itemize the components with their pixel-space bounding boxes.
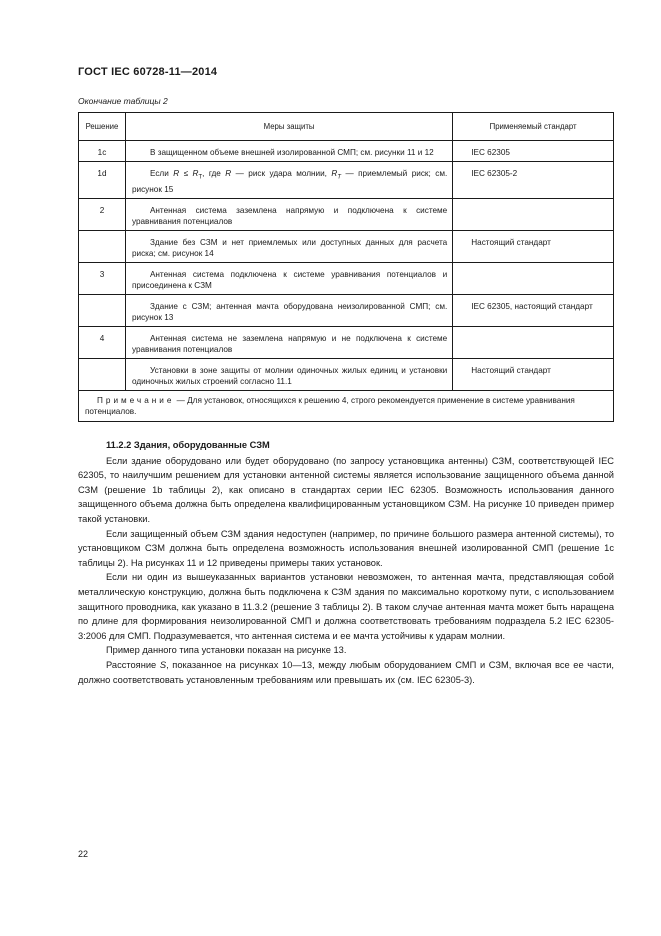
measure-cell: Установки в зоне защиты от молнии одиночных жилых единиц и установки одиночных жилых строений согласно 11.1	[125, 358, 452, 390]
formula-subscript: T	[198, 174, 203, 181]
paragraph-text: Расстояние	[106, 659, 160, 670]
paragraph: Если защищенный объем СЗМ здания недоступен (например, по причине большого размера антенной системы), то установщиком СЗМ должна быть определена возможность использования внешней изолированной СМП (решение 1с таблицы 2). На рисунках 11 и 12 приведены примеры таких установок.	[78, 528, 614, 568]
formula-subscript: T	[337, 174, 341, 181]
protection-measures-table	[78, 112, 614, 422]
paragraph-text: , показанное на рисунках 10—13, между любым оборудованием СМП и СЗМ, включая все ее части, должно соответствовать установленным требованиям или превышать их (см. IEC 62305-3).	[78, 659, 614, 685]
measure-text: , где	[202, 169, 226, 178]
measure-cell	[125, 162, 452, 199]
table-row	[79, 198, 614, 230]
solution-cell: 4	[79, 326, 126, 358]
solution-cell: 2	[79, 198, 126, 230]
standard-cell	[453, 198, 614, 230]
column-header-measures: Меры защиты	[125, 113, 452, 141]
solution-cell	[79, 230, 126, 262]
table-row	[79, 230, 614, 262]
page-number: 22	[78, 849, 89, 859]
measure-text: — риск удара молнии,	[231, 169, 332, 178]
paragraph	[78, 658, 614, 687]
section-body	[78, 438, 614, 687]
table-row	[79, 141, 614, 162]
standard-cell	[453, 326, 614, 358]
standard-cell: IEC 62305	[453, 141, 614, 162]
measure-text: — приемлемый риск; см. рисунок 15	[131, 169, 448, 194]
table-caption: Окончание таблицы 2	[78, 96, 168, 106]
table-header-row	[79, 113, 614, 141]
solution-cell: 3	[79, 262, 126, 294]
measure-cell: В защищенном объеме внешней изолированной СМП; см. рисунки 11 и 12	[125, 141, 452, 162]
paragraph: Если ни один из вышеуказанных вариантов установки невозможен, то антенная мачта, представляющая собой металлическую конструкцию, должна быть подключена к СЗМ здания по максимально короткому пути, с использованием защитного проводника, как указано в 11.3.2 (решение 3 таблицы 2). В таком случае антенная мачта может быть наращена по длине для формирования неизолированной СМП и должна соответствовать требованиям подраздела 5.2 IEC 62305-3:2006 для СМП. Подразумевается, что антенная система и ее мачта устойчивы к ударам молнии.	[78, 572, 614, 641]
table-note-row	[79, 390, 614, 421]
table-row	[79, 358, 614, 390]
solution-cell: 1d	[79, 162, 126, 199]
measure-cell: Антенная система подключена к системе уравнивания потенциалов и присоединена к СЗМ	[125, 262, 452, 294]
note-text: — Для установок, относящихся к решению 4, строго рекомендуется применение в системе уравнивания потенциалов.	[85, 395, 575, 416]
measure-cell: Здание без СЗМ и нет приемлемых или доступных данных для расчета риска; см. рисунок 14	[125, 230, 452, 262]
measure-cell: Антенная система не заземлена напрямую и не подключена к системе уравнивания потенциалов	[125, 326, 452, 358]
paragraph: Если здание оборудовано или будет оборудовано (по запросу установщика антенны) СЗМ, соответствующей IEC 62305, то наилучшим решением для установки антенной системы является использование защищенного объема данной СЗМ (решение 1b таблицы 2), как описано в стандартах серии IEC 62305. Возможность использования данного защищенного объема должна быть определена квалифицированным установщиком СЗМ. На рисунке 10 приведен пример такой установки.	[78, 455, 614, 524]
measure-cell: Антенная система заземлена напрямую и подключена к системе уравнивания потенциалов	[125, 198, 452, 230]
table-note	[79, 390, 614, 421]
solution-cell: 1c	[79, 141, 126, 162]
table-row	[79, 162, 614, 199]
standard-cell	[453, 262, 614, 294]
distance-symbol: S	[159, 659, 167, 670]
standard-cell: IEC 62305-2	[453, 162, 614, 199]
formula-r-le-rt: R ≤ R	[173, 169, 199, 178]
standard-cell: Настоящий стандарт	[453, 358, 614, 390]
formula-r: R	[331, 169, 338, 178]
note-label: Примечание	[97, 395, 175, 405]
table-row	[79, 294, 614, 326]
formula-r: R	[225, 169, 232, 178]
paragraph: Пример данного типа установки показан на рисунке 13.	[106, 645, 347, 656]
table-row	[79, 262, 614, 294]
measure-cell: Здание с СЗМ; антенная мачта оборудована неизолированной СМП; см. рисунок 13	[125, 294, 452, 326]
standard-cell: Настоящий стандарт	[453, 230, 614, 262]
standard-cell: IEC 62305, настоящий стандарт	[453, 294, 614, 326]
document-header: ГОСТ IEC 60728-11—2014	[78, 66, 218, 78]
column-header-standard: Применяемый стандарт	[453, 113, 614, 141]
solution-cell	[79, 294, 126, 326]
column-header-solution: Решение	[79, 113, 126, 141]
solution-cell	[79, 358, 126, 390]
section-heading: 11.2.2 Здания, оборудованные СЗМ	[106, 440, 270, 450]
table-row	[79, 326, 614, 358]
measure-text: Если	[149, 169, 174, 178]
